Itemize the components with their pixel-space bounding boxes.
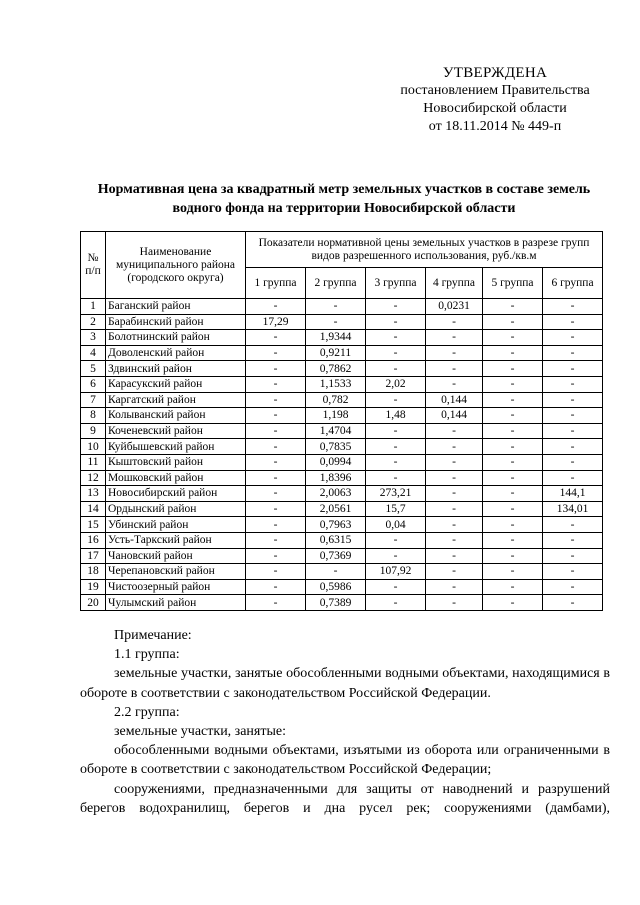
district-name: Кыштовский район: [106, 454, 246, 470]
group-3-value: -: [366, 299, 426, 315]
group-5-value: -: [483, 501, 543, 517]
district-name: Барабинский район: [106, 314, 246, 330]
group-5-value: -: [483, 548, 543, 564]
group-4-value: -: [426, 439, 483, 455]
group-1-value: -: [246, 532, 306, 548]
group-2-description-1: обособленными водными объектами, изъятыми из оборота или ограниченными в обороте в соответствии с законодательством Российской Федерации;: [80, 743, 610, 778]
row-number: 11: [81, 454, 106, 470]
district-name: Коченевский район: [106, 423, 246, 439]
row-number: 16: [81, 532, 106, 548]
row-number: 15: [81, 517, 106, 533]
district-name: Новосибирский район: [106, 486, 246, 502]
header-group-4: 4 группа: [426, 268, 483, 299]
group-6-value: -: [543, 548, 603, 564]
group-2-value: 1,9344: [306, 330, 366, 346]
group-3-value: -: [366, 595, 426, 611]
row-number: 12: [81, 470, 106, 486]
group-2-intro: земельные участки, занятые:: [114, 724, 286, 740]
group-4-value: -: [426, 548, 483, 564]
group-3-value: 1,48: [366, 408, 426, 424]
approval-heading: УТВЕРЖДЕНА: [442, 65, 548, 81]
row-number: 17: [81, 548, 106, 564]
group-5-value: -: [483, 345, 543, 361]
row-number: 9: [81, 423, 106, 439]
row-number: 19: [81, 579, 106, 595]
group-3-value: -: [366, 532, 426, 548]
district-name: Усть-Таркский район: [106, 532, 246, 548]
group-3-value: -: [366, 361, 426, 377]
district-name: Ордынский район: [106, 501, 246, 517]
group-3-value: -: [366, 454, 426, 470]
table-row: [81, 408, 603, 424]
group-1-value: -: [246, 376, 306, 392]
group-3-value: -: [366, 470, 426, 486]
table-row: [81, 454, 603, 470]
group-4-value: -: [426, 532, 483, 548]
group-2-value: 0,782: [306, 392, 366, 408]
group-1-value: -: [246, 564, 306, 580]
district-name: Болотнинский район: [106, 330, 246, 346]
group-2-value: 0,7862: [306, 361, 366, 377]
group-2-value: 1,1533: [306, 376, 366, 392]
table-row: [81, 330, 603, 346]
group-2-label: 2.2 группа:: [114, 704, 180, 720]
table-row: [81, 501, 603, 517]
group-4-value: -: [426, 454, 483, 470]
header-group-3: 3 группа: [366, 268, 426, 299]
group-2-value: 0,6315: [306, 532, 366, 548]
group-1-label: 1.1 группа:: [114, 647, 180, 663]
group-5-value: -: [483, 314, 543, 330]
district-name: Чулымский район: [106, 595, 246, 611]
group-5-value: -: [483, 361, 543, 377]
row-number: 18: [81, 564, 106, 580]
district-name: Чановский район: [106, 548, 246, 564]
document-title-line-2: водного фонда на территории Новосибирской области: [172, 201, 516, 216]
row-number: 7: [81, 392, 106, 408]
table-row: [81, 345, 603, 361]
district-name: Убинский район: [106, 517, 246, 533]
group-2-value: 0,7963: [306, 517, 366, 533]
group-1-value: -: [246, 517, 306, 533]
row-number: 3: [81, 330, 106, 346]
group-3-value: 273,21: [366, 486, 426, 502]
group-5-value: -: [483, 408, 543, 424]
group-2-value: 0,9211: [306, 345, 366, 361]
table-row: [81, 361, 603, 377]
group-5-value: -: [483, 454, 543, 470]
group-2-value: 0,7369: [306, 548, 366, 564]
district-name: Здвинский район: [106, 361, 246, 377]
district-name: Карасукский район: [106, 376, 246, 392]
row-number: 20: [81, 595, 106, 611]
district-name: Мошковский район: [106, 470, 246, 486]
group-3-value: -: [366, 423, 426, 439]
table-row: [81, 564, 603, 580]
group-2-value: 1,8396: [306, 470, 366, 486]
group-4-value: -: [426, 517, 483, 533]
row-number: 6: [81, 376, 106, 392]
group-5-value: -: [483, 486, 543, 502]
group-1-value: -: [246, 454, 306, 470]
group-5-value: -: [483, 532, 543, 548]
group-3-value: -: [366, 548, 426, 564]
group-1-value: -: [246, 486, 306, 502]
approval-line-3: Новосибирской области: [423, 101, 567, 116]
group-6-value: -: [543, 345, 603, 361]
group-3-value: 2,02: [366, 376, 426, 392]
row-number: 10: [81, 439, 106, 455]
group-4-value: 0,144: [426, 408, 483, 424]
table-row: [81, 376, 603, 392]
group-6-value: -: [543, 532, 603, 548]
group-1-value: -: [246, 423, 306, 439]
group-2-value: 0,5986: [306, 579, 366, 595]
approval-block: [380, 64, 610, 136]
group-2-value: 0,7389: [306, 595, 366, 611]
group-1-value: -: [246, 299, 306, 315]
group-5-value: -: [483, 376, 543, 392]
group-6-value: -: [543, 376, 603, 392]
group-4-value: -: [426, 564, 483, 580]
approval-date-number: от 18.11.2014 № 449-п: [428, 119, 562, 134]
group-6-value: -: [543, 361, 603, 377]
table-row: [81, 517, 603, 533]
group-6-value: -: [543, 517, 603, 533]
group-3-value: -: [366, 330, 426, 346]
group-2-value: -: [306, 314, 366, 330]
group-5-value: -: [483, 595, 543, 611]
table-row: [81, 470, 603, 486]
district-name: Каргатский район: [106, 392, 246, 408]
group-4-value: -: [426, 579, 483, 595]
group-1-value: -: [246, 439, 306, 455]
header-district-name: Наименование муниципального района (городского округа): [106, 232, 246, 299]
row-number: 8: [81, 408, 106, 424]
group-1-value: -: [246, 548, 306, 564]
row-number: 1: [81, 299, 106, 315]
group-3-value: 15,7: [366, 501, 426, 517]
table-row: [81, 423, 603, 439]
group-5-value: -: [483, 564, 543, 580]
group-6-value: 144,1: [543, 486, 603, 502]
group-6-value: -: [543, 314, 603, 330]
group-1-value: -: [246, 361, 306, 377]
group-3-value: -: [366, 579, 426, 595]
group-4-value: -: [426, 595, 483, 611]
group-3-value: -: [366, 345, 426, 361]
notes-heading: Примечание:: [114, 628, 192, 643]
table-row: [81, 299, 603, 315]
notes-section: [80, 626, 610, 818]
group-5-value: -: [483, 439, 543, 455]
group-1-value: -: [246, 470, 306, 486]
group-4-value: 0,144: [426, 392, 483, 408]
group-5-value: -: [483, 299, 543, 315]
group-4-value: -: [426, 345, 483, 361]
table-row: [81, 392, 603, 408]
group-6-value: -: [543, 454, 603, 470]
row-number: 4: [81, 345, 106, 361]
row-number: 5: [81, 361, 106, 377]
group-1-value: 17,29: [246, 314, 306, 330]
price-table: [80, 231, 603, 611]
group-6-value: -: [543, 564, 603, 580]
group-6-value: -: [543, 470, 603, 486]
group-6-value: -: [543, 299, 603, 315]
group-3-value: 107,92: [366, 564, 426, 580]
district-name: Чистоозерный район: [106, 579, 246, 595]
group-5-value: -: [483, 517, 543, 533]
group-5-value: -: [483, 392, 543, 408]
group-5-value: -: [483, 423, 543, 439]
table-row: [81, 439, 603, 455]
table-row: [81, 532, 603, 548]
group-4-value: -: [426, 470, 483, 486]
group-5-value: -: [483, 330, 543, 346]
header-group-1: 1 группа: [246, 268, 306, 299]
group-2-value: 1,198: [306, 408, 366, 424]
group-1-value: -: [246, 579, 306, 595]
group-4-value: -: [426, 486, 483, 502]
district-name: Колыванский район: [106, 408, 246, 424]
header-group-5: 5 группа: [483, 268, 543, 299]
group-2-value: 2,0561: [306, 501, 366, 517]
district-name: Баганский район: [106, 299, 246, 315]
group-6-value: -: [543, 330, 603, 346]
group-1-value: -: [246, 595, 306, 611]
group-6-value: -: [543, 439, 603, 455]
header-group-2: 2 группа: [306, 268, 366, 299]
district-name: Куйбышевский район: [106, 439, 246, 455]
group-2-value: 0,7835: [306, 439, 366, 455]
group-1-description: земельные участки, занятые обособленными водными объектами, находящимися в обороте в соответствии с законодательством Российской Федерации.: [80, 666, 610, 701]
group-3-value: 0,04: [366, 517, 426, 533]
group-3-value: -: [366, 439, 426, 455]
table-body: [81, 299, 603, 611]
group-4-value: -: [426, 361, 483, 377]
group-1-value: -: [246, 392, 306, 408]
group-5-value: -: [483, 470, 543, 486]
header-group-6: 6 группа: [543, 268, 603, 299]
group-6-value: -: [543, 579, 603, 595]
district-name: Доволенский район: [106, 345, 246, 361]
group-3-value: -: [366, 314, 426, 330]
table-row: [81, 314, 603, 330]
group-4-value: -: [426, 501, 483, 517]
header-number: № п/п: [81, 232, 106, 299]
group-1-value: -: [246, 330, 306, 346]
group-5-value: -: [483, 579, 543, 595]
group-6-value: 134,01: [543, 501, 603, 517]
group-2-value: 1,4704: [306, 423, 366, 439]
group-6-value: -: [543, 408, 603, 424]
group-1-value: -: [246, 501, 306, 517]
row-number: 2: [81, 314, 106, 330]
table-row: [81, 579, 603, 595]
document-title: [70, 180, 618, 218]
district-name: Черепановский район: [106, 564, 246, 580]
group-2-value: -: [306, 564, 366, 580]
row-number: 14: [81, 501, 106, 517]
header-indicators: Показатели нормативной цены земельных участков в разрезе групп видов разрешенного использования, руб./кв.м: [246, 232, 603, 268]
approval-line-2: постановлением Правительства: [400, 83, 590, 98]
table-header: [81, 232, 603, 299]
group-6-value: -: [543, 595, 603, 611]
group-2-value: 2,0063: [306, 486, 366, 502]
group-6-value: -: [543, 423, 603, 439]
group-4-value: -: [426, 314, 483, 330]
group-3-value: -: [366, 392, 426, 408]
table-row: [81, 486, 603, 502]
document-title-line-1: Нормативная цена за квадратный метр земельных участков в составе земель: [97, 182, 591, 197]
group-4-value: -: [426, 423, 483, 439]
table-row: [81, 548, 603, 564]
group-6-value: -: [543, 392, 603, 408]
group-4-value: -: [426, 330, 483, 346]
table-row: [81, 595, 603, 611]
group-1-value: -: [246, 345, 306, 361]
group-4-value: 0,0231: [426, 299, 483, 315]
group-2-value: -: [306, 299, 366, 315]
group-2-description-2: сооружениями, предназначенными для защиты от наводнений и разрушений берегов водохранилищ, берегов и дна русел рек; сооружениями (дамбами),: [80, 781, 610, 816]
group-2-value: 0,0994: [306, 454, 366, 470]
group-1-value: -: [246, 408, 306, 424]
group-4-value: -: [426, 376, 483, 392]
row-number: 13: [81, 486, 106, 502]
